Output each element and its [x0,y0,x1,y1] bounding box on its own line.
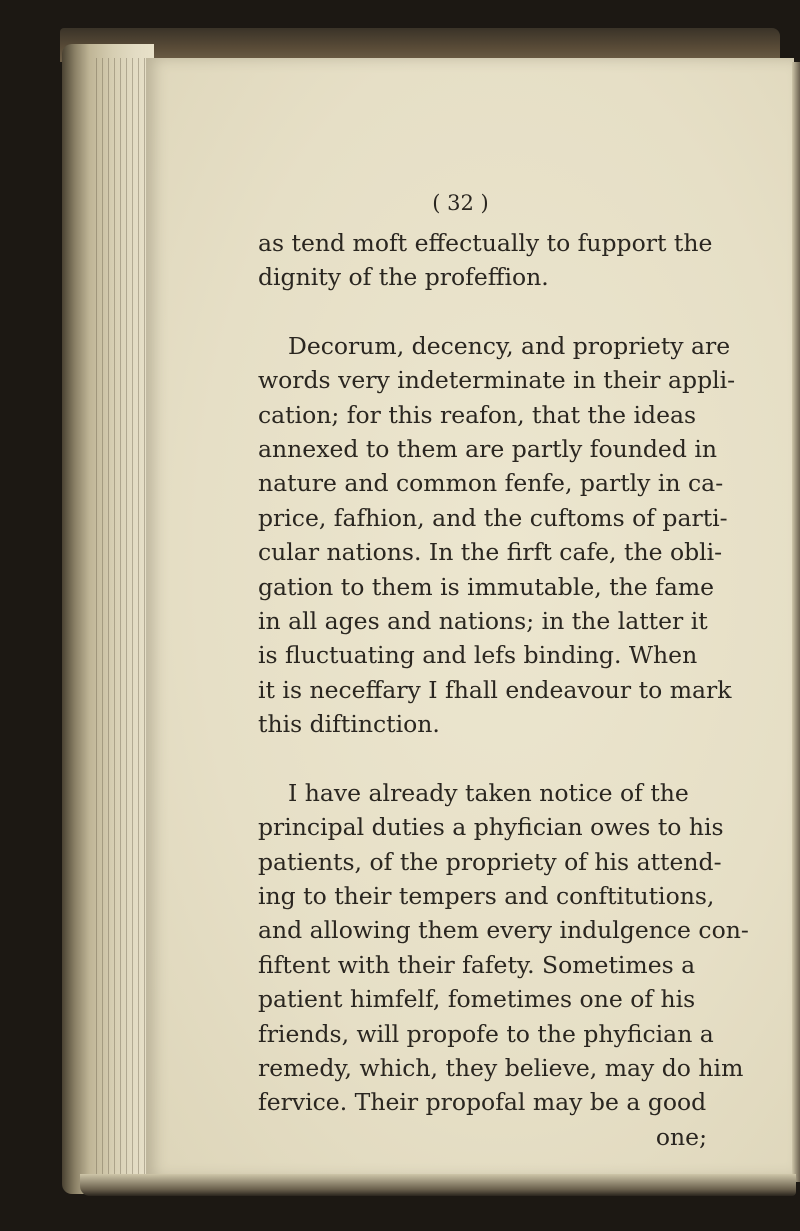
page-stack-edges [96,58,148,1178]
text-line: it is neceffary I fhall endeavour to mark [258,675,732,704]
text-line: and allowing them every indulgence con- [258,916,749,945]
paragraph-1 [258,226,713,295]
page-number: ( 32 ) [432,191,489,215]
text-line: remedy, which, they believe, may do him [258,1053,744,1082]
catchword: one; [655,1122,707,1151]
page-right-edge [792,62,800,1182]
text-line: annexed to them are partly founded in [258,435,718,464]
text-line: dignity of the profeffion. [258,263,549,292]
paragraph-2 [258,329,736,742]
text-line: gation to them is immutable, the fame [258,572,715,601]
book-cover-edge [60,28,780,62]
text-line: ing to their tempers and conftitutions, [258,881,715,910]
text-line: patients, of the propriety of his attend- [258,847,722,876]
text-line: price, fafhion, and the cuftoms of parti- [258,503,728,532]
text-line: as tend moft effectually to fupport the [258,229,713,257]
text-line: words very indeterminate in their appli- [258,366,736,395]
text-line: principal duties a phyfician owes to his [258,813,724,842]
text-line: fiftent with their fafety. Sometimes a [258,950,696,979]
text-line: nature and common fenfe, partly in ca- [258,469,724,498]
text-line: Decorum, decency, and propriety are [288,331,731,360]
text-line: patient himfelf, fometimes one of his [258,985,696,1014]
paragraph-3 [258,776,749,1120]
text-line: fervice. Their propofal may be a good [258,1088,707,1117]
text-line: cular nations. In the firft cafe, the obli- [258,538,723,567]
text-line: friends, will propofe to the phyfician a [258,1019,714,1048]
page-bottom-edge [80,1174,796,1196]
text-line: in all ages and nations; in the latter it [258,607,708,636]
text-line: this diftinction. [258,710,440,739]
page-text-block [258,188,749,1154]
text-line: cation; for this reafon, that the ideas [258,400,697,429]
text-line: is fluctuating and lefs binding. When [258,641,698,670]
text-line: I have already taken notice of the [288,778,689,807]
